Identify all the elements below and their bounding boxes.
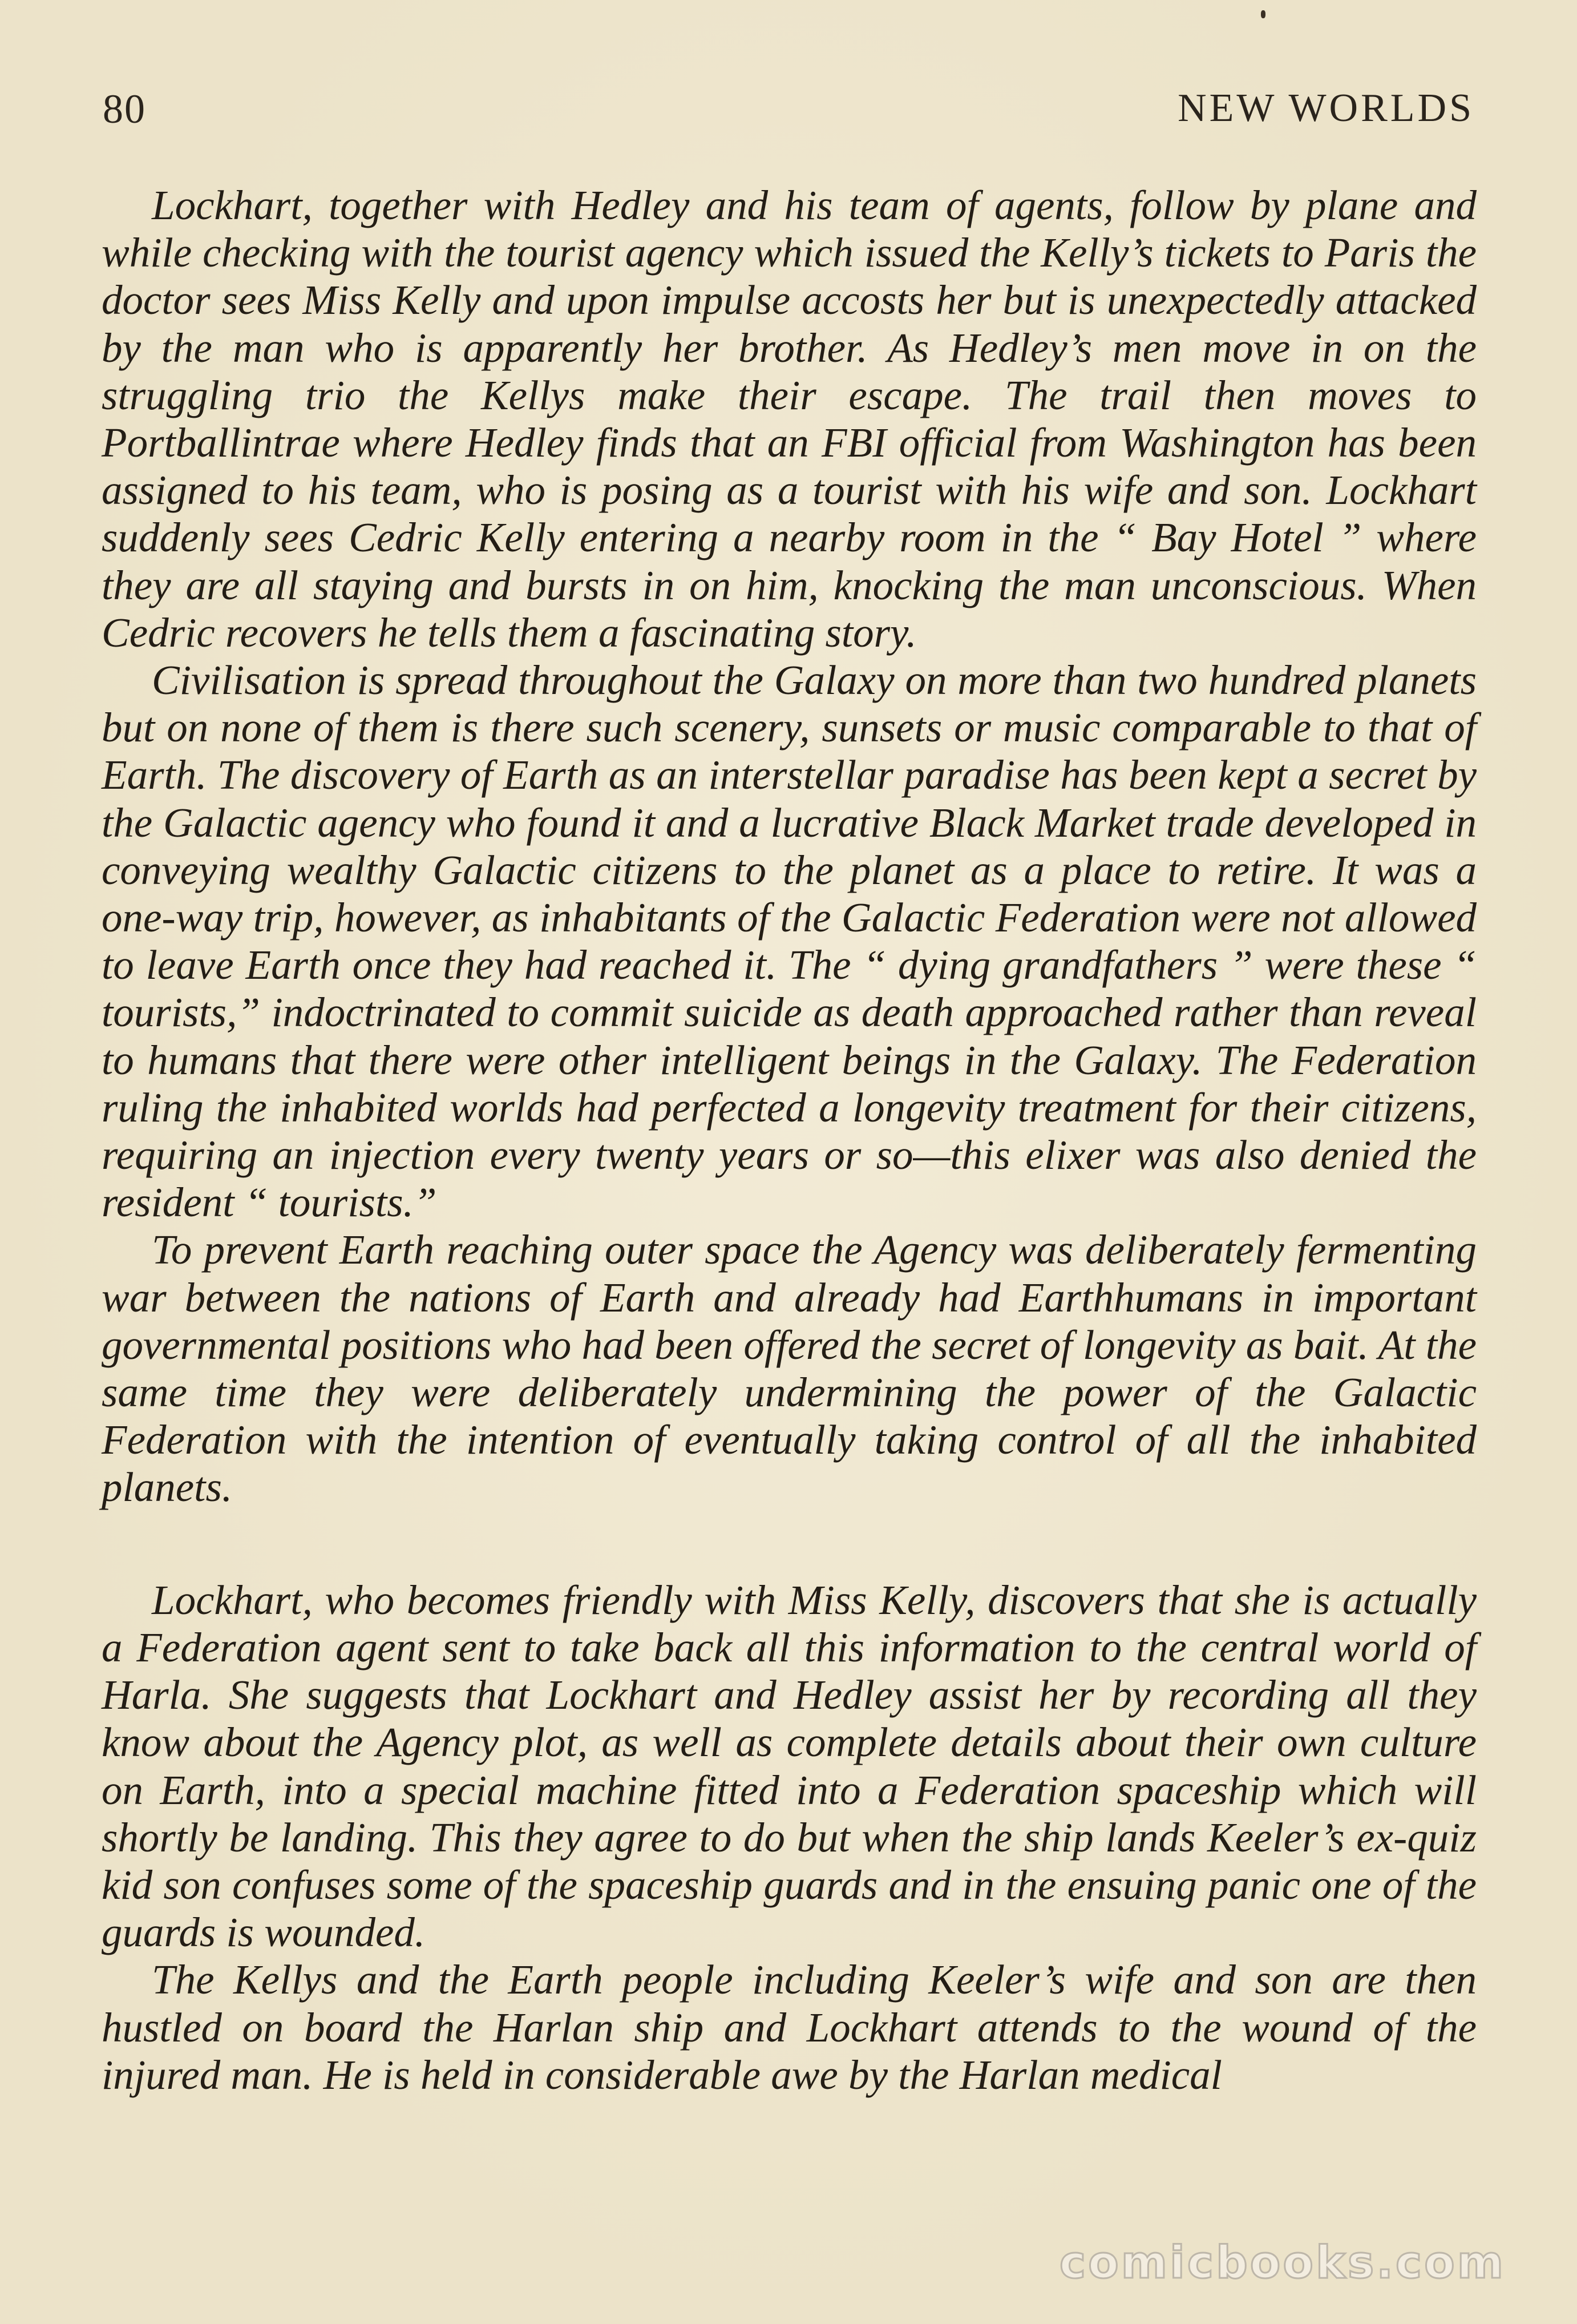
paragraph: The Kellys and the Earth people including Keeler’s wife and son are then hustled on board the Harlan ship and Lockhart attends to the wound of the injured man. He is held in considerable awe by the Harlan medical — [102, 1956, 1477, 2098]
body-text — [102, 181, 1477, 2099]
running-head: NEW WORLDS — [1178, 86, 1474, 130]
paragraph: Lockhart, who becomes friendly with Miss Kelly, discovers that she is actually a Federation agent sent to take back all this information to the central world of Harla. She suggests that Lockhart and Hedley assist her by recording all they know about the Agency plot, as well as complete details about their own culture on Earth, into a special machine fitted into a Federation spaceship which will shortly be landing. This they agree to do but when the ship lands Keeler’s ex-quiz kid son confuses some of the spaceship guards and in the ensuing panic one of the guards is wounded. — [102, 1576, 1477, 1956]
watermark: comicbooks.com — [1059, 2237, 1506, 2289]
paragraph: To prevent Earth reaching outer space the Agency was deliberately fermenting war between the nations of Earth and already had Earthhumans in important governmental positions who had been offered the secret of longevity as bait. At the same time they were deliberately undermining the power of the Galactic Federation with the intention of eventually taking control of all the inhabited planets. — [102, 1226, 1477, 1511]
page-number: 80 — [103, 86, 146, 132]
print-speck — [1261, 10, 1265, 18]
paragraph: Civilisation is spread throughout the Galaxy on more than two hundred planets but on none of them is there such scenery, sunsets or music comparable to that of Earth. The discovery of Earth as an interstellar paradise has been kept a secret by the Galactic agency who found it and a lucrative Black Market trade developed in conveying wealthy Galactic citizens to the planet as a place to retire. It was a one-way trip, however, as inhabitants of the Galactic Federation were not allowed to leave Earth once they had reached it. The “ dying grandfathers ” were these “ tourists,” indoctrinated to commit suicide as death approached rather than reveal to humans that there were other intelligent beings in the Galaxy. The Federation ruling the inhabited worlds had perfected a longevity treatment for their citizens, requiring an injection every twenty years or so—this elixer was also denied the resident “ tourists.” — [102, 657, 1477, 1226]
page-header — [103, 86, 1474, 148]
paragraph: Lockhart, together with Hedley and his team of agents, follow by plane and while checking with the tourist agency which issued the Kelly’s tickets to Paris the doctor sees Miss Kelly and upon impulse accosts her but is unexpectedly attacked by the man who is apparently her brother. As Hedley’s men move in on the struggling trio the Kellys make their escape. The trail then moves to Portballintrae where Hedley finds that an FBI official from Washington has been assigned to his team, who is posing as a tourist with his wife and son. Lockhart suddenly sees Cedric Kelly entering a nearby room in the “ Bay Hotel ” where they are all staying and bursts in on him, knocking the man unconscious. When Cedric recovers he tells them a fascinating story. — [102, 182, 1477, 656]
